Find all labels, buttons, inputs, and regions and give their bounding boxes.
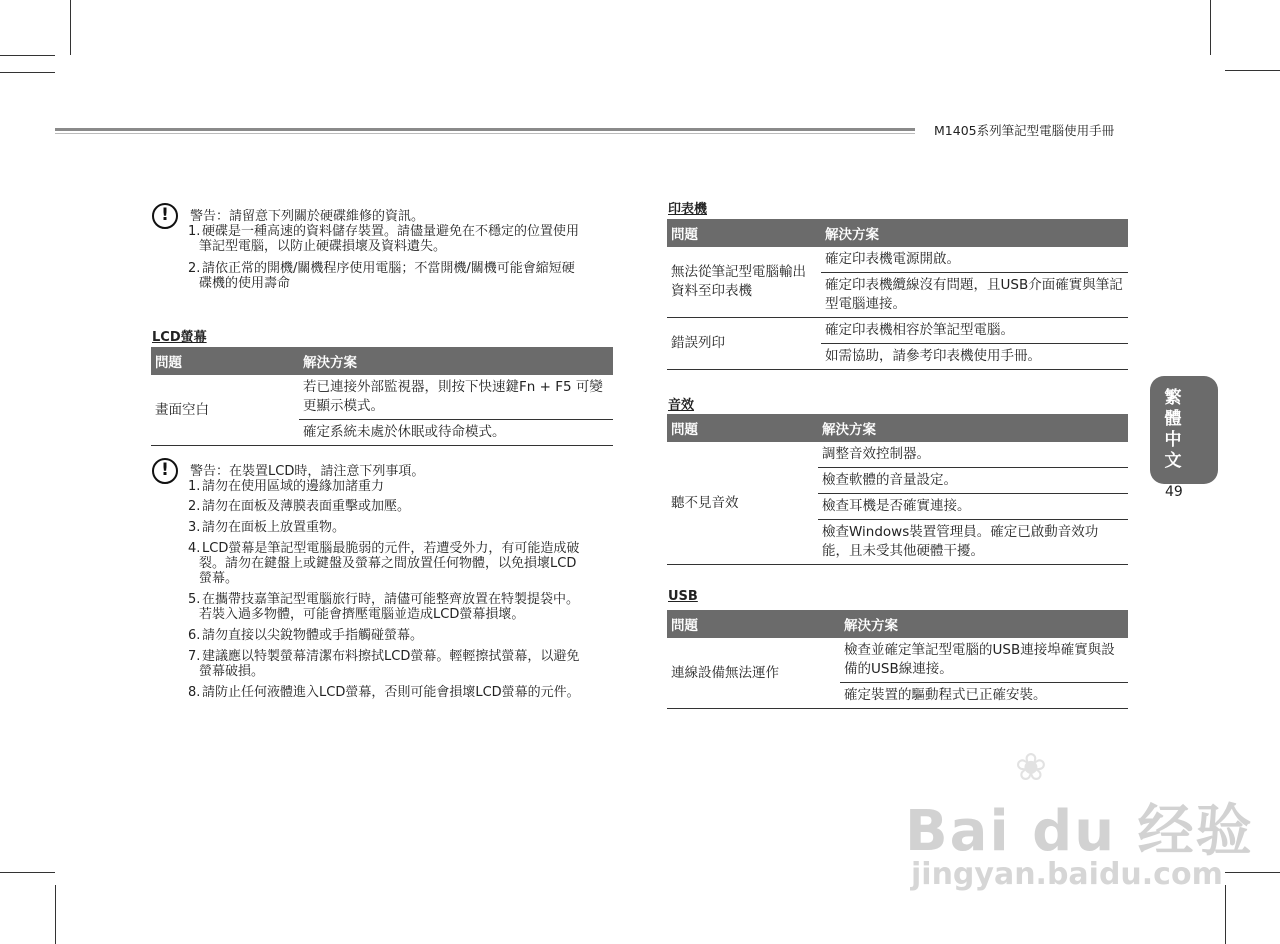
solution-cell: 確定印表機相容於筆記型電腦。 — [821, 318, 1128, 344]
column-header-problem: 問題 — [667, 610, 840, 638]
watermark-main: Bai du 经验 — [905, 799, 1254, 864]
problem-cell: 無法從筆記型電腦輸出資料至印表機 — [667, 247, 821, 318]
warning-item: 1. 硬碟是一種高速的資料儲存裝置。請儘量避免在不穩定的位置使用 筆記型電腦，以防止硬碟損壞及資料遺失。 — [188, 224, 580, 254]
column-header-solution: 解決方案 — [299, 347, 613, 375]
solution-cell: 確定系統未處於休眠或待命模式。 — [299, 420, 613, 446]
warning-icon: ! — [152, 203, 178, 229]
column-header-problem: 問題 — [667, 414, 818, 442]
problem-cell: 聽不見音效 — [667, 442, 818, 565]
usb-table — [667, 610, 1128, 709]
crop-mark — [1225, 885, 1226, 944]
crop-mark — [1225, 70, 1280, 71]
solution-cell: 若已連接外部監視器，則按下快速鍵Fn + F5 可變更顯示模式。 — [299, 375, 613, 420]
solution-cell: 檢查並確定筆記型電腦的USB連接埠確實與設備的USB線連接。 — [840, 638, 1128, 683]
page-number: 49 — [1165, 484, 1183, 500]
crop-mark — [0, 55, 55, 56]
solution-cell: 調整音效控制器。 — [818, 442, 1128, 468]
problem-cell: 連線設備無法運作 — [667, 638, 840, 709]
lcd-section-title: LCD螢幕 — [152, 330, 207, 345]
warning-item: 6. 請勿直接以尖銳物體或手指觸碰螢幕。 — [188, 628, 424, 643]
warning-title: 警告：請留意下列關於硬碟維修的資訊。 — [190, 209, 425, 224]
solution-cell: 確定印表機纜線沒有問題，且USB介面確實與筆記型電腦連接。 — [821, 273, 1128, 318]
paw-icon: ❀ — [1015, 745, 1047, 789]
column-header-solution: 解決方案 — [821, 219, 1128, 247]
crop-mark — [1225, 872, 1280, 873]
crop-mark — [70, 0, 71, 55]
watermark-sub: jingyan.baidu.com — [911, 857, 1223, 892]
header-title: M1405系列筆記型電腦使用手冊 — [934, 123, 1115, 138]
usb-section-title: USB — [668, 589, 698, 604]
audio-section-title: 音效 — [668, 398, 695, 413]
column-header-solution: 解決方案 — [840, 610, 1128, 638]
warning-title: 警告：在裝置LCD時，請注意下列事項。 — [190, 464, 425, 479]
language-tab-label: 繁體中文 — [1164, 388, 1182, 471]
column-header-solution: 解決方案 — [818, 414, 1128, 442]
header-rule — [55, 133, 915, 134]
lcd-warning — [152, 458, 622, 708]
warning-item: 3. 請勿在面板上放置重物。 — [188, 520, 346, 535]
baidu-watermark — [905, 745, 1254, 895]
crop-mark — [0, 872, 55, 873]
warning-icon: ! — [152, 458, 178, 484]
warning-item: 1. 請勿在使用區域的邊緣加諸重力 — [188, 479, 385, 494]
warning-item: 5. 在攜帶技嘉筆記型電腦旅行時，請儘可能整齊放置在特製提袋中。 若裝入過多物體，可能會擠壓電腦並造成LCD螢幕損壞。 — [188, 592, 580, 622]
audio-table — [667, 414, 1128, 565]
column-header-problem: 問題 — [151, 347, 299, 375]
solution-cell: 檢查軟體的音量設定。 — [818, 468, 1128, 494]
solution-cell: 確定裝置的驅動程式已正確安裝。 — [840, 683, 1128, 709]
solution-cell: 確定印表機電源開啟。 — [821, 247, 1128, 273]
warning-item: 8. 請防止任何液體進入LCD螢幕，否則可能會損壞LCD螢幕的元件。 — [188, 685, 580, 700]
warning-item: 4. LCD螢幕是筆記型電腦最脆弱的元件，若遭受外力，有可能造成破 裂。請勿在鍵盤上或鍵盤及螢幕之間放置任何物體，以免損壞LCD 螢幕。 — [188, 541, 580, 586]
crop-mark — [0, 72, 55, 73]
crop-mark — [55, 885, 56, 944]
header-rule — [55, 128, 915, 131]
problem-cell: 畫面空白 — [151, 375, 299, 446]
warning-item: 2. 請勿在面板及薄膜表面重擊或加壓。 — [188, 499, 411, 514]
printer-table — [667, 219, 1128, 370]
language-tab — [1150, 376, 1218, 484]
printer-section-title: 印表機 — [668, 202, 708, 217]
problem-cell: 錯誤列印 — [667, 318, 821, 370]
lcd-table — [151, 347, 613, 446]
warning-item: 7. 建議應以特製螢幕清潔布料擦拭LCD螢幕。輕輕擦拭螢幕，以避免 螢幕破損。 — [188, 649, 580, 679]
column-header-problem: 問題 — [667, 219, 821, 247]
solution-cell: 檢查耳機是否確實連接。 — [818, 494, 1128, 520]
solution-cell: 如需協助，請參考印表機使用手冊。 — [821, 344, 1128, 370]
crop-mark — [1210, 0, 1211, 55]
hdd-warning — [152, 203, 622, 303]
solution-cell: 檢查Windows裝置管理員。確定已啟動音效功能，且未受其他硬體干擾。 — [818, 520, 1128, 565]
warning-item: 2. 請依正常的開機/關機程序使用電腦；不當開機/關機可能會縮短硬 碟機的使用壽命 — [188, 261, 575, 291]
